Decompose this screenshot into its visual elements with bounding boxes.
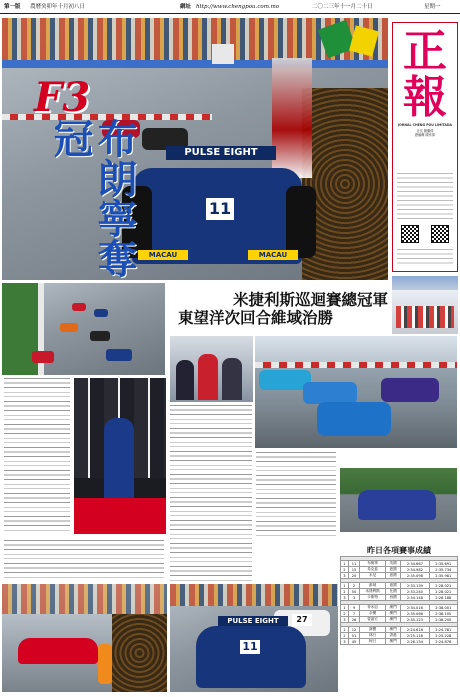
story-headline-sub: 東望洋次回合維域治勝: [178, 308, 334, 327]
gt-car-photo: [340, 468, 457, 532]
logo-char-1: 正: [403, 26, 447, 77]
race-car: [94, 309, 108, 317]
results-title: 昨日各項賽事成績: [367, 545, 431, 555]
car-number-27: 27: [292, 614, 312, 626]
grandstand-crowd: [2, 584, 167, 614]
tyre-wall: [112, 614, 167, 692]
person: [176, 360, 194, 400]
trackside-buildings: [255, 336, 457, 362]
masthead-contact-text: [397, 249, 453, 267]
masthead: [392, 22, 458, 272]
celebration-photo: [170, 336, 253, 402]
table-row: 1 2 維域 意國 2:33.139 2:28.021: [341, 583, 458, 589]
f3-car-bottom-photo: [170, 584, 338, 692]
race-car: [106, 349, 132, 361]
qr-code-icon[interactable]: [401, 225, 419, 243]
table-row: 2 15 希克茲 意國 2:34.982 2:35.734: [341, 567, 458, 573]
grandstand-crowd: [170, 584, 338, 606]
qr-code-icon[interactable]: [431, 225, 449, 243]
table-row: 2 51 林日 香港 2:25.118 2:25.228: [341, 633, 458, 639]
table-row: 2 50 米捷利斯 比國 2:33.240 2:28.021: [341, 589, 458, 595]
table-row: 3 3 卡斯特 西國 2:34.148 2:28.188: [341, 595, 458, 601]
weekday: 星期一: [424, 4, 441, 10]
race-car: [60, 323, 78, 332]
lunar-date: 農曆癸卯年十月初八日: [30, 4, 86, 10]
article-column-1: [4, 378, 70, 532]
car-number: 11: [240, 640, 260, 654]
marshal: [98, 644, 112, 684]
side-photo-podium: [392, 290, 458, 334]
page-number: 第一版: [4, 4, 21, 10]
results-table: [340, 556, 458, 645]
table-row: 1 9 麥米亞 澳門 2:34.016 2:38.001: [341, 605, 458, 611]
table-row: 3 45 柯日 澳門 2:26.134 2:24.876: [341, 639, 458, 645]
race-car-red: [18, 638, 98, 664]
grandstand-banner: [2, 60, 388, 68]
touring-car: [381, 378, 439, 402]
results-panel: [340, 545, 458, 693]
front-wing-left-sponsor: MACAU: [138, 250, 188, 260]
hero-headline: 布朗寧奪冠: [47, 118, 138, 278]
person: [222, 358, 242, 400]
table-row: 1 12 謝寶 澳門 2:24.616 2:24.781: [341, 627, 458, 633]
website-link[interactable]: http://www.chengpou.com.mo: [196, 4, 280, 10]
masthead-info-text: [397, 173, 453, 219]
track-barrier: [255, 362, 457, 368]
table-row: 3 26 曾嘉宏 澳門 2:35.123 2:38.200: [341, 617, 458, 623]
hero-photo: [2, 18, 388, 280]
masthead-name-en: JORNAL CHENG POU LIMITADA: [397, 123, 453, 127]
gt-car: [358, 490, 436, 520]
team-crowd: [396, 306, 454, 328]
article-column-4: [4, 540, 164, 580]
touring-car: [303, 382, 357, 404]
race-start-photo: [2, 283, 165, 375]
winner-driver: [104, 418, 134, 498]
podium-stage: [74, 498, 166, 534]
masthead-editor: 總編輯 陳家偉: [414, 133, 436, 138]
article-column-2: [170, 405, 252, 581]
person: [198, 354, 218, 400]
website-label: 網址: [180, 4, 192, 10]
waving-flag-white: [212, 44, 234, 64]
story-headline-main: 米捷利斯巡迴賽總冠軍: [232, 290, 388, 309]
table-row: 3 20 米尼 意國 2:35.098 2:35.981: [341, 573, 458, 579]
page-header-bar: [0, 0, 460, 14]
story-headline-block: [170, 291, 390, 331]
podium-photo: [74, 378, 166, 534]
f3-car-red-photo: [2, 584, 167, 692]
flag-marshal: [272, 58, 312, 178]
race-car-11: [196, 626, 306, 688]
race-car: [72, 303, 86, 311]
hero-category-label: F3: [34, 74, 91, 121]
article-column-3: [256, 452, 336, 536]
front-right-tyre: [286, 186, 316, 258]
logo-char-2: 報: [403, 72, 447, 123]
race-car: [90, 331, 110, 341]
table-row: 1 11 布朗寧 英國 2:34.667 2:35.691: [341, 561, 458, 567]
masthead-publisher: 社長 陳繼偉: [416, 129, 434, 134]
car-number: 11: [206, 198, 234, 220]
issue-date: 二〇二三年十一月二十日: [312, 4, 373, 10]
tcr-race-photo: [255, 336, 457, 448]
touring-car-lead: [317, 402, 391, 436]
rear-wing-sponsor: PULSE EIGHT: [166, 146, 276, 160]
front-wing-right-sponsor: MACAU: [248, 250, 298, 260]
rear-wing-sponsor: PULSE EIGHT: [218, 616, 288, 626]
table-row: 2 7 余樂 澳門 2:35.066 2:38.100: [341, 611, 458, 617]
race-car: [32, 351, 54, 363]
